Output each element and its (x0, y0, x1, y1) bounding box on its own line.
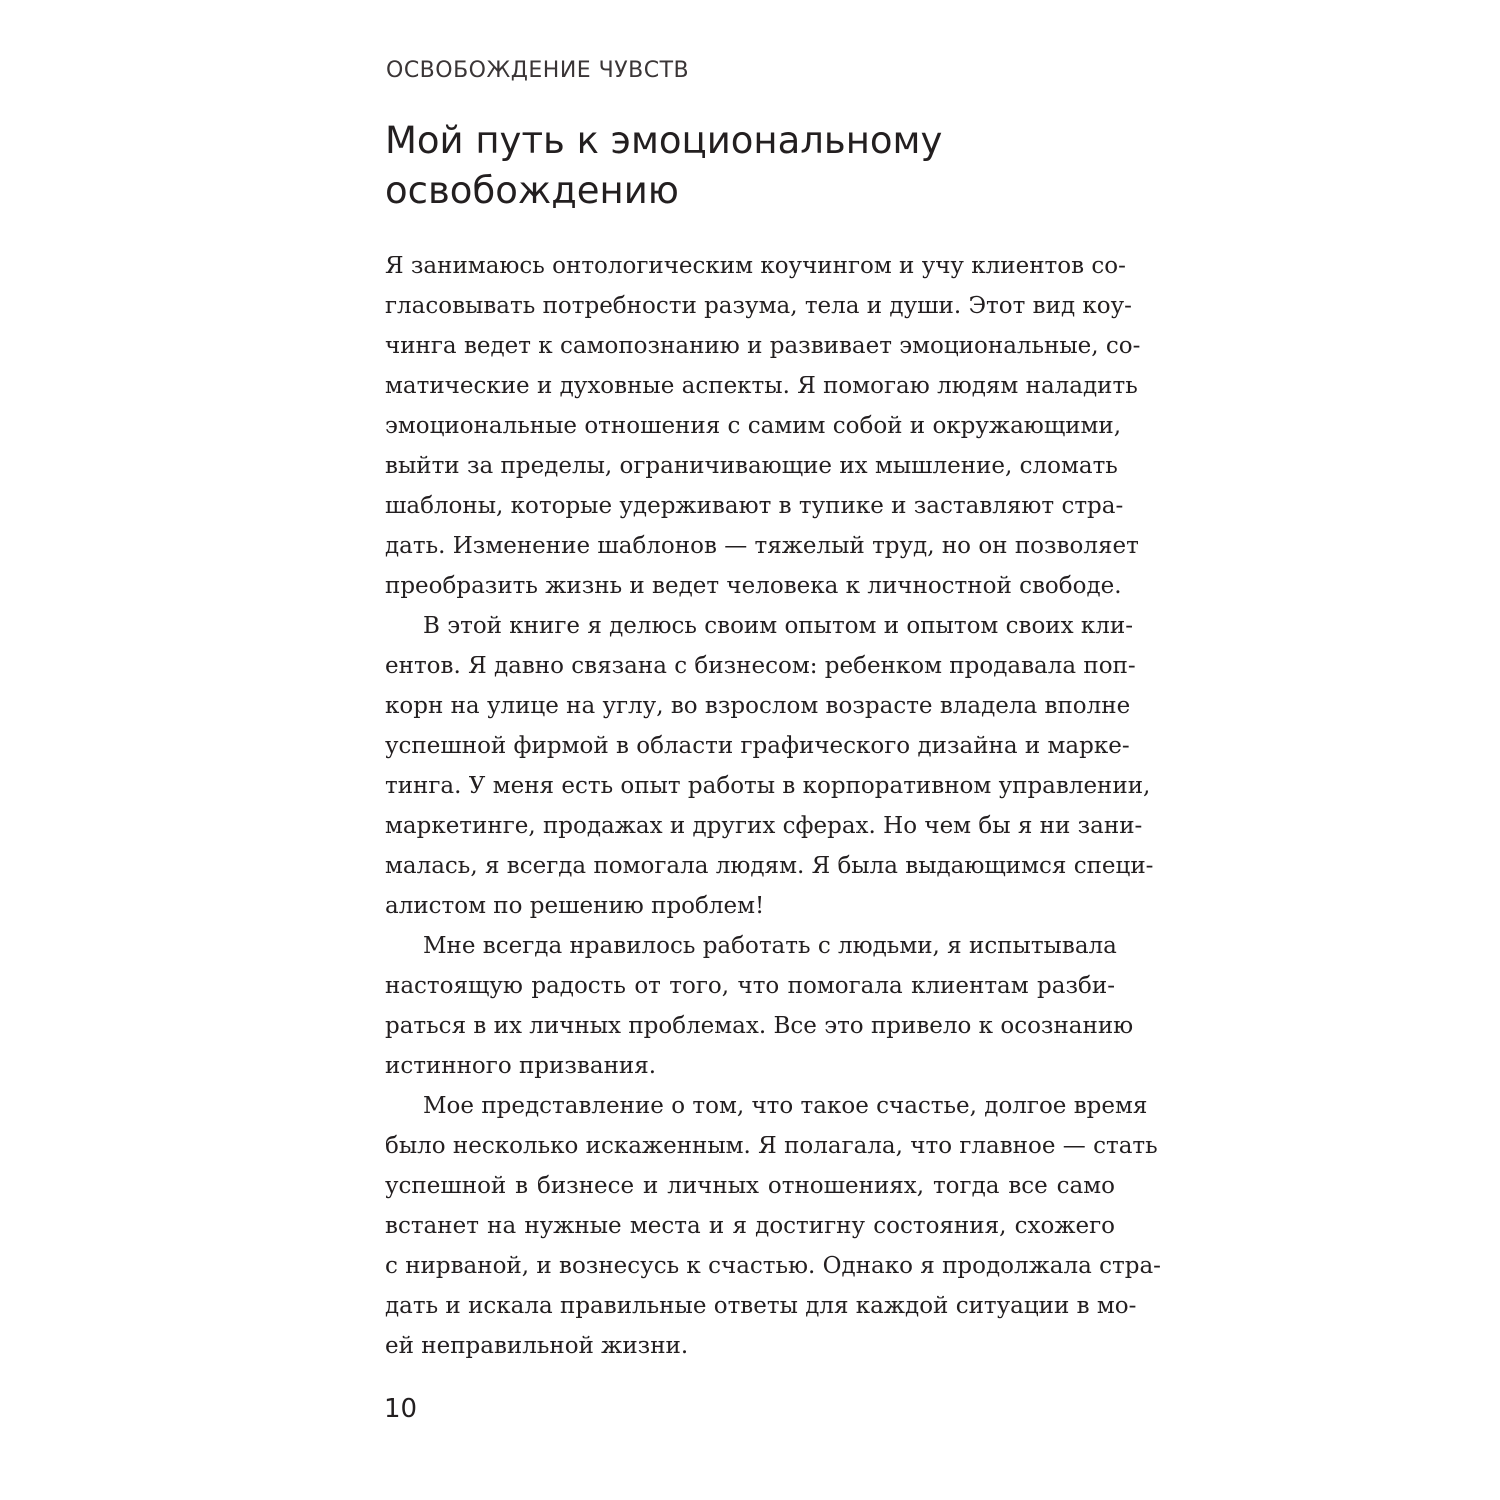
text-line: было несколько искаженным. Я полагала, что главное — стать (385, 1133, 1158, 1159)
text-line: Я занимаюсь онтологическим коучингом и учу клиентов со- (385, 253, 1126, 279)
chapter-title (385, 116, 1125, 216)
text-line: ентов. Я давно связана с бизнесом: ребенком продавала поп- (385, 653, 1136, 679)
text-line: гласовывать потребности разума, тела и души. Этот вид коу- (385, 293, 1132, 319)
text-line: эмоциональные отношения с самим собой и окружающими, (385, 413, 1122, 439)
body-text (385, 246, 1161, 1366)
text-line: преобразить жизнь и ведет человека к личностной свободе. (385, 573, 1122, 599)
text-line: истинного призвания. (385, 1053, 657, 1079)
text-line: выйти за пределы, ограничивающие их мышление, сломать (385, 453, 1118, 479)
running-head: ОСВОБОЖДЕНИЕ ЧУВСТВ (386, 58, 690, 83)
text-line: успешной в бизнесе и личных отношениях, тогда все само (385, 1173, 1115, 1199)
paragraph-2 (385, 606, 1154, 926)
text-line: Мое представление о том, что такое счастье, долгое время (423, 1093, 1148, 1119)
title-line: освобождению (385, 169, 679, 212)
text-line: маркетинге, продажах и других сферах. Но чем бы я ни зани- (385, 813, 1143, 839)
text-line: алистом по решению проблем! (385, 893, 765, 919)
text-line: с нирваной, и вознесусь к счастью. Однако я продолжала стра- (385, 1253, 1161, 1279)
text-line: малась, я всегда помогала людям. Я была выдающимся специ- (385, 853, 1154, 879)
text-line: шаблоны, которые удерживают в тупике и заставляют стра- (385, 493, 1124, 519)
text-line: чинга ведет к самопознанию и развивает эмоциональные, со- (385, 333, 1141, 359)
text-line: дать и искала правильные ответы для каждой ситуации в мо- (385, 1293, 1137, 1319)
text-line: раться в их личных проблемах. Все это привело к осознанию (385, 1013, 1134, 1039)
text-line: встанет на нужные места и я достигну состояния, схожего (385, 1213, 1115, 1239)
paragraph-1 (385, 246, 1141, 606)
text-line: В этой книге я делюсь своим опытом и опытом своих кли- (423, 613, 1133, 639)
text-line: тинга. У меня есть опыт работы в корпоративном управлении, (385, 773, 1151, 799)
title-line: Мой путь к эмоциональному (385, 119, 943, 162)
page-number: 10 (384, 1394, 418, 1424)
paragraph-3 (385, 926, 1134, 1086)
text-line: Мне всегда нравилось работать с людьми, я испытывала (423, 933, 1117, 959)
text-line: дать. Изменение шаблонов — тяжелый труд, но он позволяет (385, 533, 1139, 559)
text-line: настоящую радость от того, что помогала клиентам разби- (385, 973, 1115, 999)
text-line: успешной фирмой в области графического дизайна и марке- (385, 733, 1130, 759)
text-line: матические и духовные аспекты. Я помогаю людям наладить (385, 373, 1138, 399)
text-line: корн на улице на углу, во взрослом возрасте владела вполне (385, 693, 1131, 719)
text-line: ей неправильной жизни. (385, 1333, 689, 1359)
paragraph-4 (385, 1086, 1161, 1366)
